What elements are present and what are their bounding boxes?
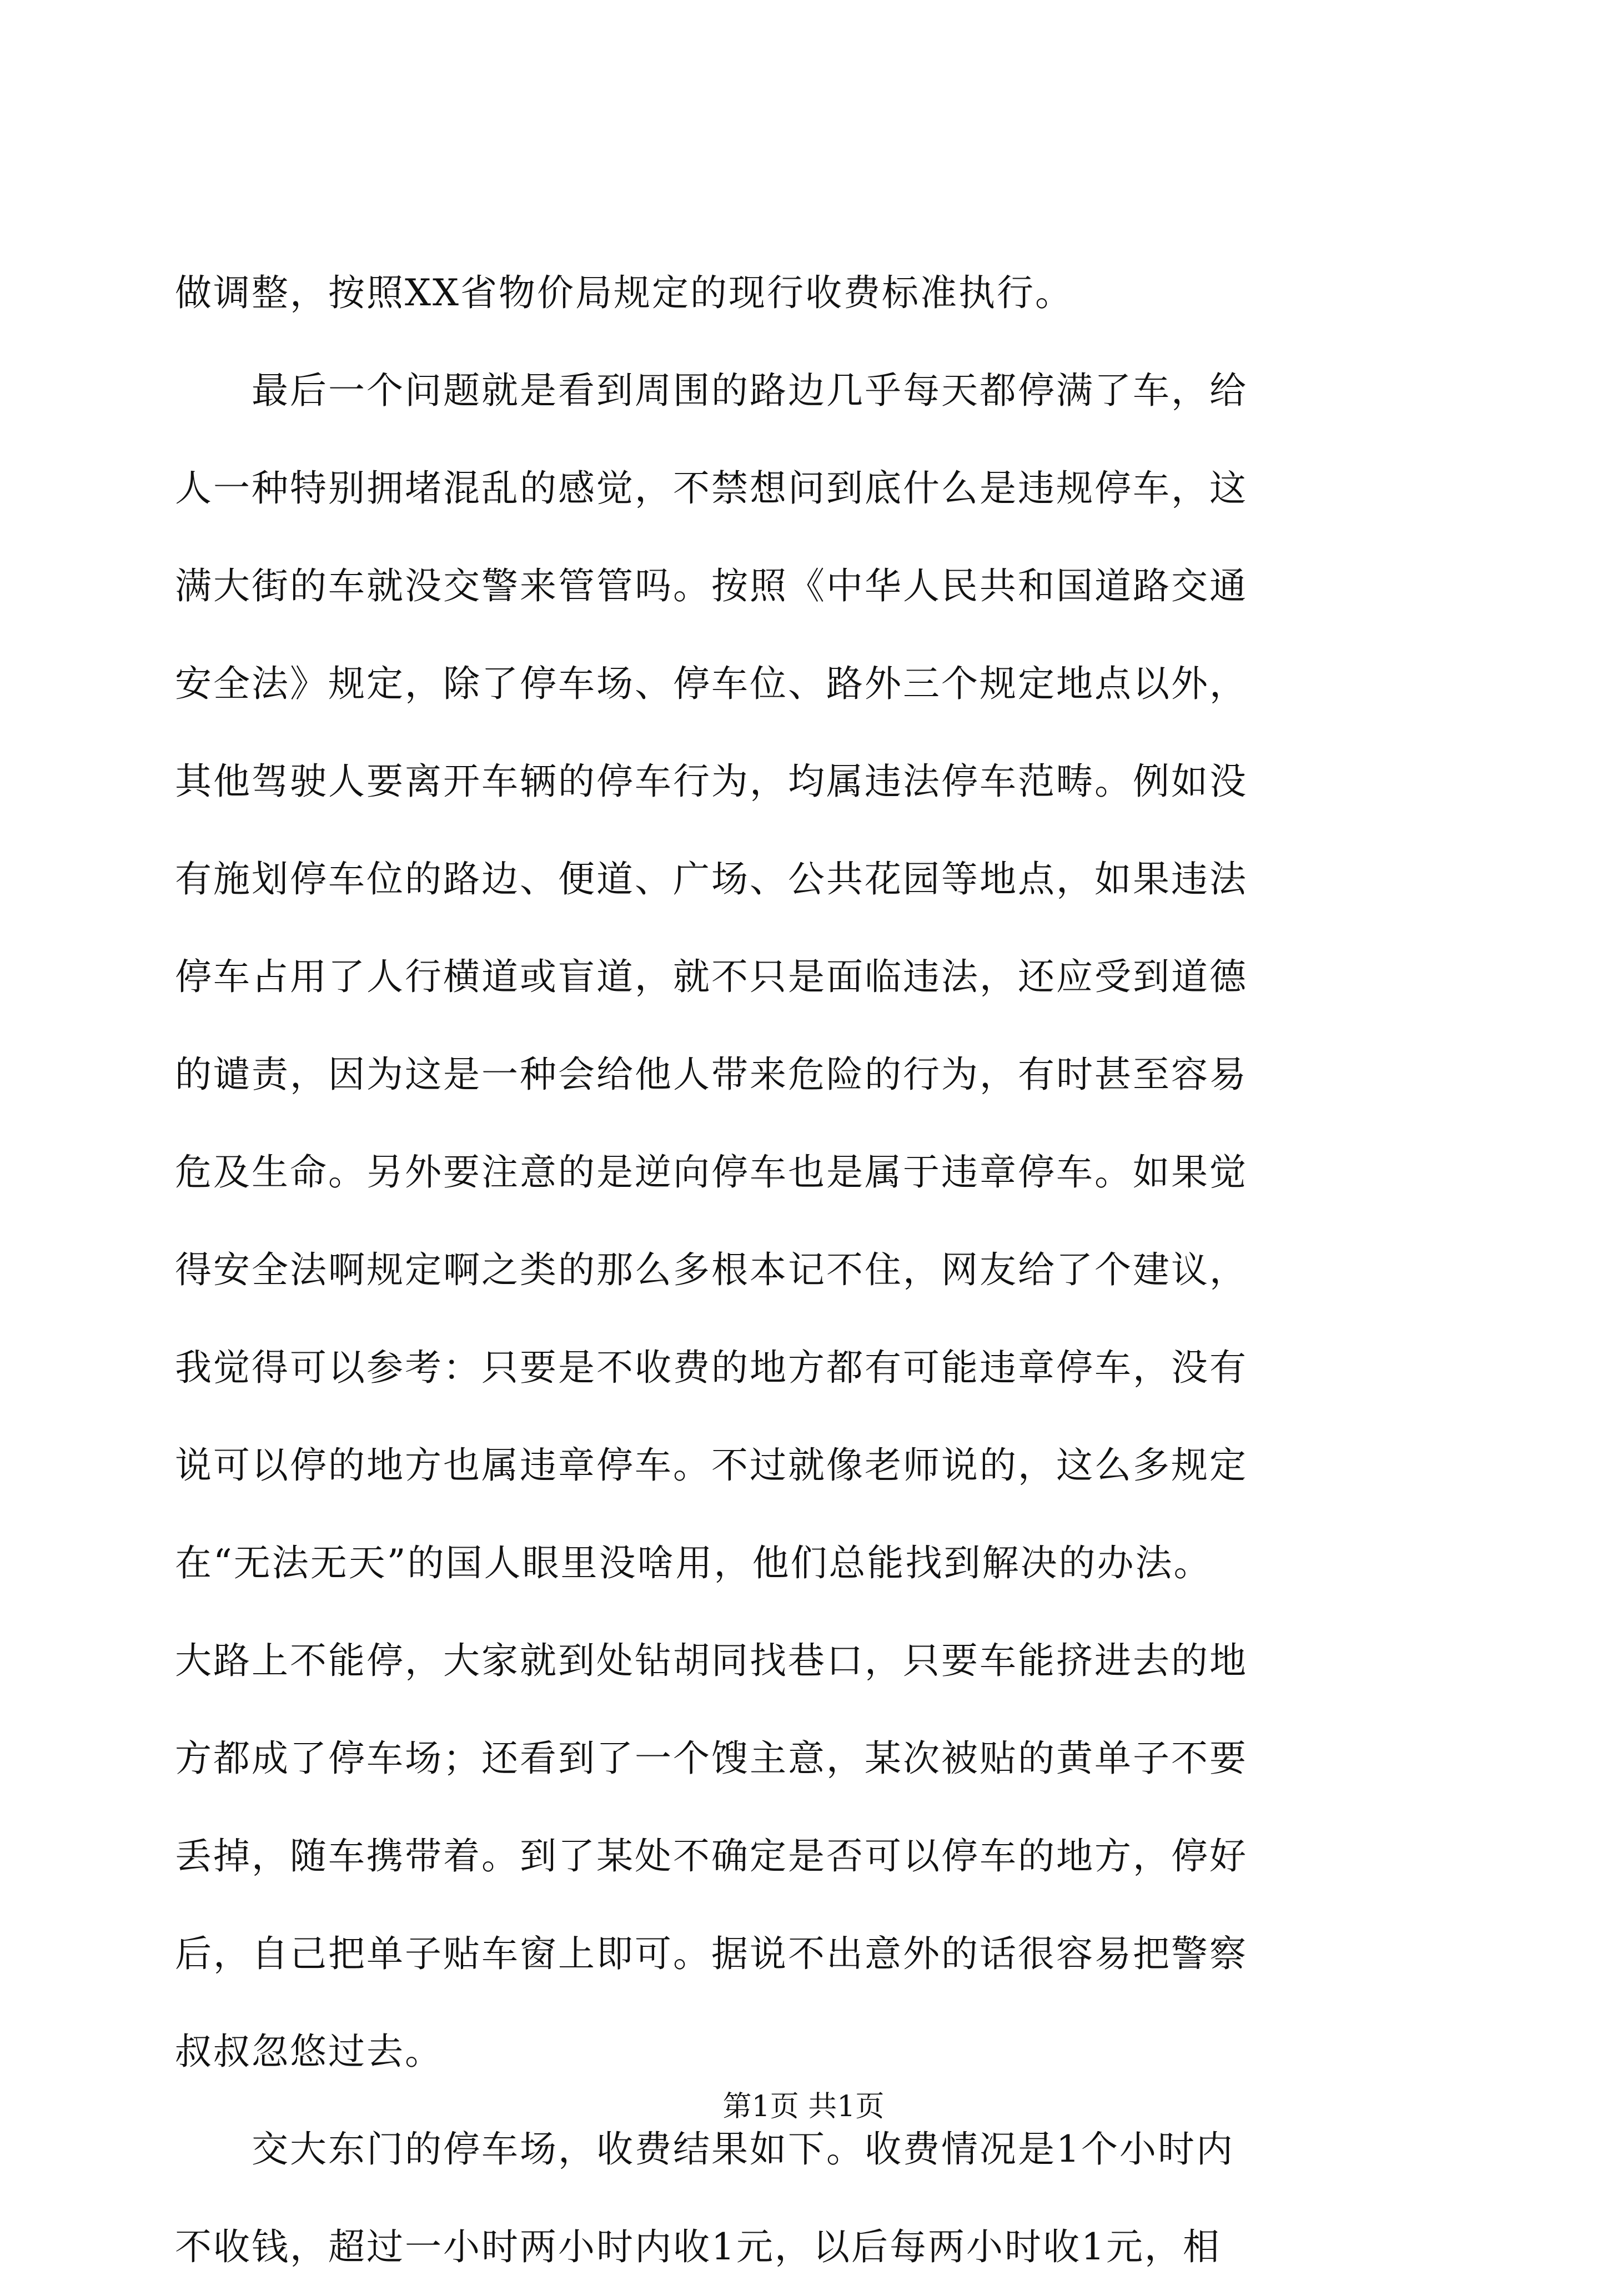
text-line: 不收钱，超过一小时两小时内收1元，以后每两小时收1元，相 [175,2225,1221,2268]
body-text [175,244,1430,2296]
text-line: 危及生命。另外要注意的是逆向停车也是属于违章停车。如果觉 [175,1151,1248,1194]
text-line: 说可以停的地方也属违章停车。不过就像老师说的，这么多规定 [175,1444,1248,1487]
text-line: 交大东门的停车场，收费结果如下。收费情况是1个小时内 [175,2128,1234,2171]
text-line: 有施划停车位的路边、便道、广场、公共花园等地点，如果违法 [175,858,1248,900]
text-line: 其他驾驶人要离开车辆的停车行为，均属违法停车范畴。例如没 [175,760,1248,803]
text-line: 做调整，按照XX省物价局规定的现行收费标准执行。 [175,271,1073,314]
page-footer: 第1页 共1页 [722,2090,885,2123]
text-line: 我觉得可以参考：只要是不收费的地方都有可能违章停车，没有 [175,1346,1248,1389]
text-line: 丢掉，随车携带着。到了某处不确定是否可以停车的地方，停好 [175,1835,1248,1877]
text-line: 后，自己把单子贴车窗上即可。据说不出意外的话很容易把警察 [175,1932,1248,1975]
text-line: 叔叔忽悠过去。 [175,2030,443,2073]
text-line: 大路上不能停，大家就到处钻胡同找巷口，只要车能挤进去的地 [175,1639,1248,1682]
text-line: 的谴责，因为这是一种会给他人带来危险的行为，有时甚至容易 [175,1053,1248,1096]
text-line: 得安全法啊规定啊之类的那么多根本记不住，网友给了个建议， [175,1248,1248,1291]
text-line: 方都成了停车场；还看到了一个馊主意，某次被贴的黄单子不要 [175,1737,1248,1780]
text-line: 安全法》规定，除了停车场、停车位、路外三个规定地点以外， [175,662,1248,705]
text-line: 在“无法无天”的国人眼里没啥用，他们总能找到解决的办法。 [175,1542,1212,1584]
text-line: 人一种特别拥堵混乱的感觉，不禁想问到底什么是违规停车，这 [175,467,1248,510]
text-line: 停车占用了人行横道或盲道，就不只是面临违法，还应受到道德 [175,955,1248,998]
text-line: 最后一个问题就是看到周围的路边几乎每天都停满了车，给 [175,369,1248,412]
text-line: 满大街的车就没交警来管管吗。按照《中华人民共和国道路交通 [175,565,1248,607]
